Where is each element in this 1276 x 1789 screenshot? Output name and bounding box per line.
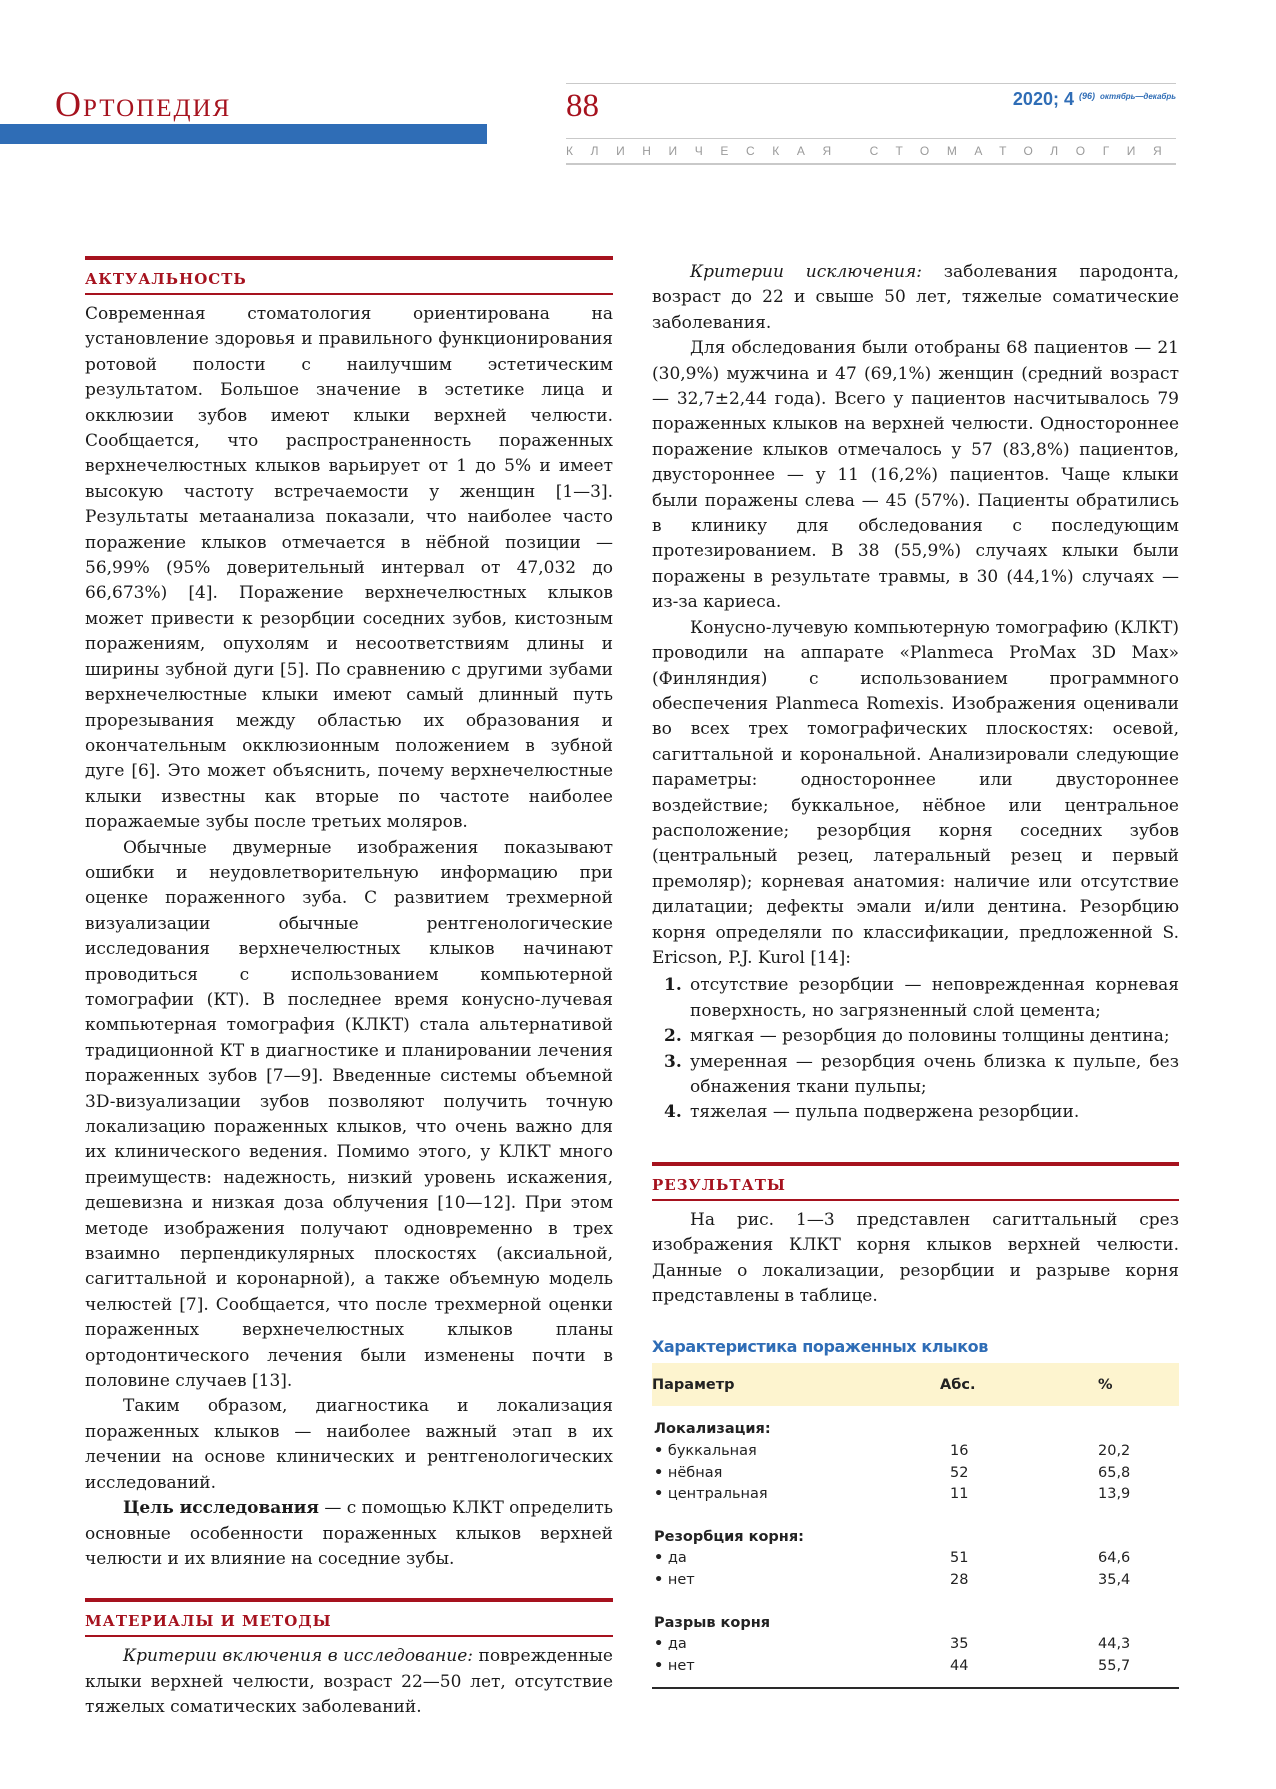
bullet: • (654, 1486, 664, 1503)
issue-total: (96) (1079, 91, 1096, 101)
table-cell: нет (667, 1657, 695, 1674)
list-item (652, 1050, 1179, 1101)
journal-name: КЛИНИЧЕСКАЯ СТОМАТОЛОГИЯ (566, 144, 1180, 158)
list-number: 3. (664, 1051, 682, 1072)
right-column (652, 260, 1179, 1689)
section-heading-text: МАТЕРИАЛЫ И МЕТОДЫ (85, 1612, 332, 1631)
table-cell: 20,2 (1098, 1443, 1131, 1460)
table-cell: нет (667, 1572, 695, 1588)
section-heading (652, 1162, 1179, 1201)
section-heading-text: АКТУАЛЬНОСТЬ (85, 270, 247, 288)
table-group-label: Локализация: (654, 1421, 771, 1438)
paragraph (85, 1644, 613, 1720)
paragraph (652, 260, 1179, 336)
table-title: Характеристика пораженных клыков (652, 1337, 988, 1357)
table-row (652, 1441, 1179, 1463)
issue-number: 4 (1063, 89, 1074, 109)
table-cell: 55,7 (1098, 1657, 1131, 1674)
table-cell: 64,6 (1098, 1550, 1131, 1567)
table-cell: 35,4 (1098, 1572, 1131, 1588)
header-divider (566, 138, 1176, 139)
bullet: • (654, 1464, 664, 1481)
table-cell: да (667, 1550, 687, 1567)
table-row (652, 1484, 1179, 1506)
bullet: • (654, 1636, 664, 1653)
paragraph: Современная стоматология ориентирована на установление здоровья и правильного функционирования ротовой полости с наилучшим эстетическим результатом. Большое значение в эстетике лица и окклюзии зубов имеют клыки верхней челюсти. Сообщается, что распространенность пораженных верхнечелюстных клыков варьирует от 1 до 5% и имеет высокую частоту встречаемости у женщин [1—3]. Результаты метаанализа показали, что наиболее часто поражение клыков отмечается в нёбной позиции — 56,99% (95% доверительный интервал от 47,032 до 66,673%) [4]. Поражение верхнечелюстных клыков может привести к резорбции соседних зубов, кистозным поражениям, опухолям и несоответствиям длины и ширины зубной дуги [5]. По сравнению с другими зубами верхнечелюстные клыки имеют самый длинный путь прорезывания между областью их образования и окончательным окклюзионным положением в зубной дуге [6]. Это может объяснить, почему верхнечелюстные клыки известны как вторые по частоте наиболее поражаемые зубы после третьих моляров. (85, 304, 613, 833)
list-item (652, 1100, 1179, 1125)
table-row (652, 1548, 1179, 1570)
section-heading-rule (652, 1199, 1179, 1201)
section-heading (85, 1598, 613, 1637)
bullet: • (654, 1572, 664, 1588)
table-cell: 11 (950, 1486, 969, 1503)
table-cell: 28 (950, 1572, 969, 1588)
resorption-criteria-list (652, 973, 1179, 1125)
bullet: • (654, 1443, 664, 1460)
table-cell: центральная (667, 1486, 768, 1503)
aim-label: Цель исследования (123, 1498, 319, 1519)
table-row (652, 1656, 1179, 1678)
list-item (652, 973, 1179, 1024)
table-cell: 52 (950, 1464, 969, 1481)
table-cell: буккальная (667, 1443, 757, 1460)
table-cell: 13,9 (1098, 1486, 1131, 1503)
section-title: Ортопедия (55, 84, 232, 124)
section-heading-rule (85, 293, 613, 295)
paragraph: Таким образом, диагностика и локализация пораженных клыков — наиболее важный этап в их лечении на основе клинических и рентгенологических исследований. (85, 1396, 613, 1493)
table-cell: 35 (950, 1636, 969, 1653)
left-column (85, 256, 613, 1721)
section-heading (85, 256, 613, 295)
section-color-bar (0, 124, 487, 144)
table-header (652, 1363, 1179, 1406)
issue-months: октябрь—декабрь (1100, 92, 1176, 101)
list-number: 2. (664, 1026, 682, 1047)
issue-info (1013, 90, 1176, 108)
list-text: мягкая — резорбция до половины толщины дентина; (690, 1026, 1170, 1047)
exclusion-label: Критерии исключения: (690, 262, 922, 282)
inclusion-label: Критерии включения в исследование: (123, 1646, 474, 1667)
exclusion-text: заболевания пародонта, возраст до 22 и свыше 50 лет, тяжелые соматические заболевания. (652, 262, 1179, 333)
paragraph: На рис. 1—3 представлен сагиттальный срез изображения КЛКТ корня клыков верхней челюсти. Данные о локализации, резорбции и разрыве корня представлены в таблице. (652, 1209, 1179, 1307)
list-text: тяжелая — пульпа подвержена резорбции. (690, 1102, 1080, 1123)
data-table (652, 1363, 1179, 1689)
list-text: умеренная — резорбция очень близка к пульпе, без обнажения ткани пульпы; (690, 1051, 1179, 1097)
table-cell: да (667, 1636, 687, 1653)
issue-year: 2020; (1012, 89, 1059, 109)
table-header-cell: % (1098, 1376, 1113, 1393)
table-row (652, 1463, 1179, 1485)
table-header-cell: Абс. (940, 1376, 976, 1393)
list-text: отсутствие резорбции — неповрежденная корневая поверхность, но загрязненный слой цемента; (690, 975, 1179, 1021)
paragraph: Для обследования были отобраны 68 пациентов — 21 (30,9%) мужчина и 47 (69,1%) женщин (средний возраст — 32,7±2,44 года). Всего у пациентов насчитывалось 79 пораженных клыков на верхней челюсти. Одностороннее поражение клыков отмечалось у 57 (83,8%) пациентов, двустороннее — у 11 (16,2%) пациентов. Чаще клыки были поражены слева — 45 (57%). Пациенты обратились в клинику для обследования с последующим протезированием. В 38 (55,9%) случаях клыки были поражены в результате травмы, в 30 (44,1%) случаях — из-за кариеса. (652, 338, 1179, 613)
table-cell: 65,8 (1098, 1464, 1131, 1481)
paragraph: Конусно-лучевую компьютерную томографию (КЛКТ) проводили на аппарате «Planmeca ProMax 3D Max» (Финляндия) с использованием программного обеспечения Planmeca Romexis. Изображения оценивали во всех трех томографических плоскостях: осевой, сагиттальной и корональной. Анализировали следующие параметры: одностороннее или двустороннее воздействие; буккальное, нёбное или центральное расположение; резорбция корня соседних зубов (центральный резец, латеральный резец и первый премоляр); корневая анатомия: наличие или отсутствие дилатации; дефекты эмали и/или дентина. Резорбцию корня определяли по классификации, предложенной S. Ericson, P.J. Kurol [14]: (652, 617, 1179, 968)
paragraph: Обычные двумерные изображения показывают ошибки и неудовлетворительную информацию при оценке пораженного зуба. С развитием трехмерной визуализации обычные рентгенологические исследования верхнечелюстных клыков начинают проводиться с использованием компьютерной томографии (КТ). В последнее время конусно-лучевая компьютерная томография (КЛКТ) стала альтернативой традиционной КТ в диагностике и планировании лечения пораженных зубов [7—9]. Введенные системы объемной 3D-визуализации зубов позволяют получить точную локализацию пораженных клыков, что очень важно для их клинического ведения. Помимо этого, у КЛКТ много преимуществ: надежность, низкий уровень искажения, дешевизна и низкая доза облучения [10—12]. При этом методе изображения получают одновременно в трех взаимно перпендикулярных плоскостях (аксиальной, сагиттальной и коронарной), а также объемную модель челюстей [7]. Сообщается, что после трехмерной оценки пораженных верхнечелюстных клыков планы ортодонтического лечения были изменены почти в половине случаев [13]. (85, 837, 613, 1392)
table-row (652, 1570, 1179, 1592)
table-header-cell: Параметр (652, 1376, 735, 1393)
table-group-label: Разрыв корня (654, 1614, 771, 1631)
page-number: 88 (566, 88, 599, 124)
table-cell: 44 (950, 1657, 969, 1674)
table-row (652, 1634, 1179, 1656)
bullet: • (654, 1657, 664, 1674)
table-cell: 44,3 (1098, 1636, 1131, 1653)
list-number: 1. (664, 975, 682, 996)
header-divider (566, 163, 1176, 165)
list-number: 4. (664, 1102, 682, 1123)
section-heading-rule (85, 1635, 613, 1637)
table-cell: 51 (950, 1550, 969, 1567)
bullet: • (654, 1550, 664, 1567)
aim-paragraph (85, 1496, 613, 1572)
table-cell: нёбная (667, 1464, 723, 1481)
aim-text: — с помощью КЛКТ определить основные особенности пораженных клыков верхней челюсти и их влияние на соседние зубы. (85, 1498, 614, 1569)
section-heading-text: РЕЗУЛЬТАТЫ (652, 1175, 786, 1194)
header-divider (566, 83, 1176, 84)
list-item (652, 1024, 1179, 1049)
inclusion-text: поврежденные клыки верхней челюсти, возраст 22—50 лет, отсутствие тяжелых соматических заболеваний. (85, 1646, 613, 1718)
table-group-label: Резорбция корня: (654, 1528, 804, 1545)
table-cell: 16 (950, 1443, 969, 1460)
